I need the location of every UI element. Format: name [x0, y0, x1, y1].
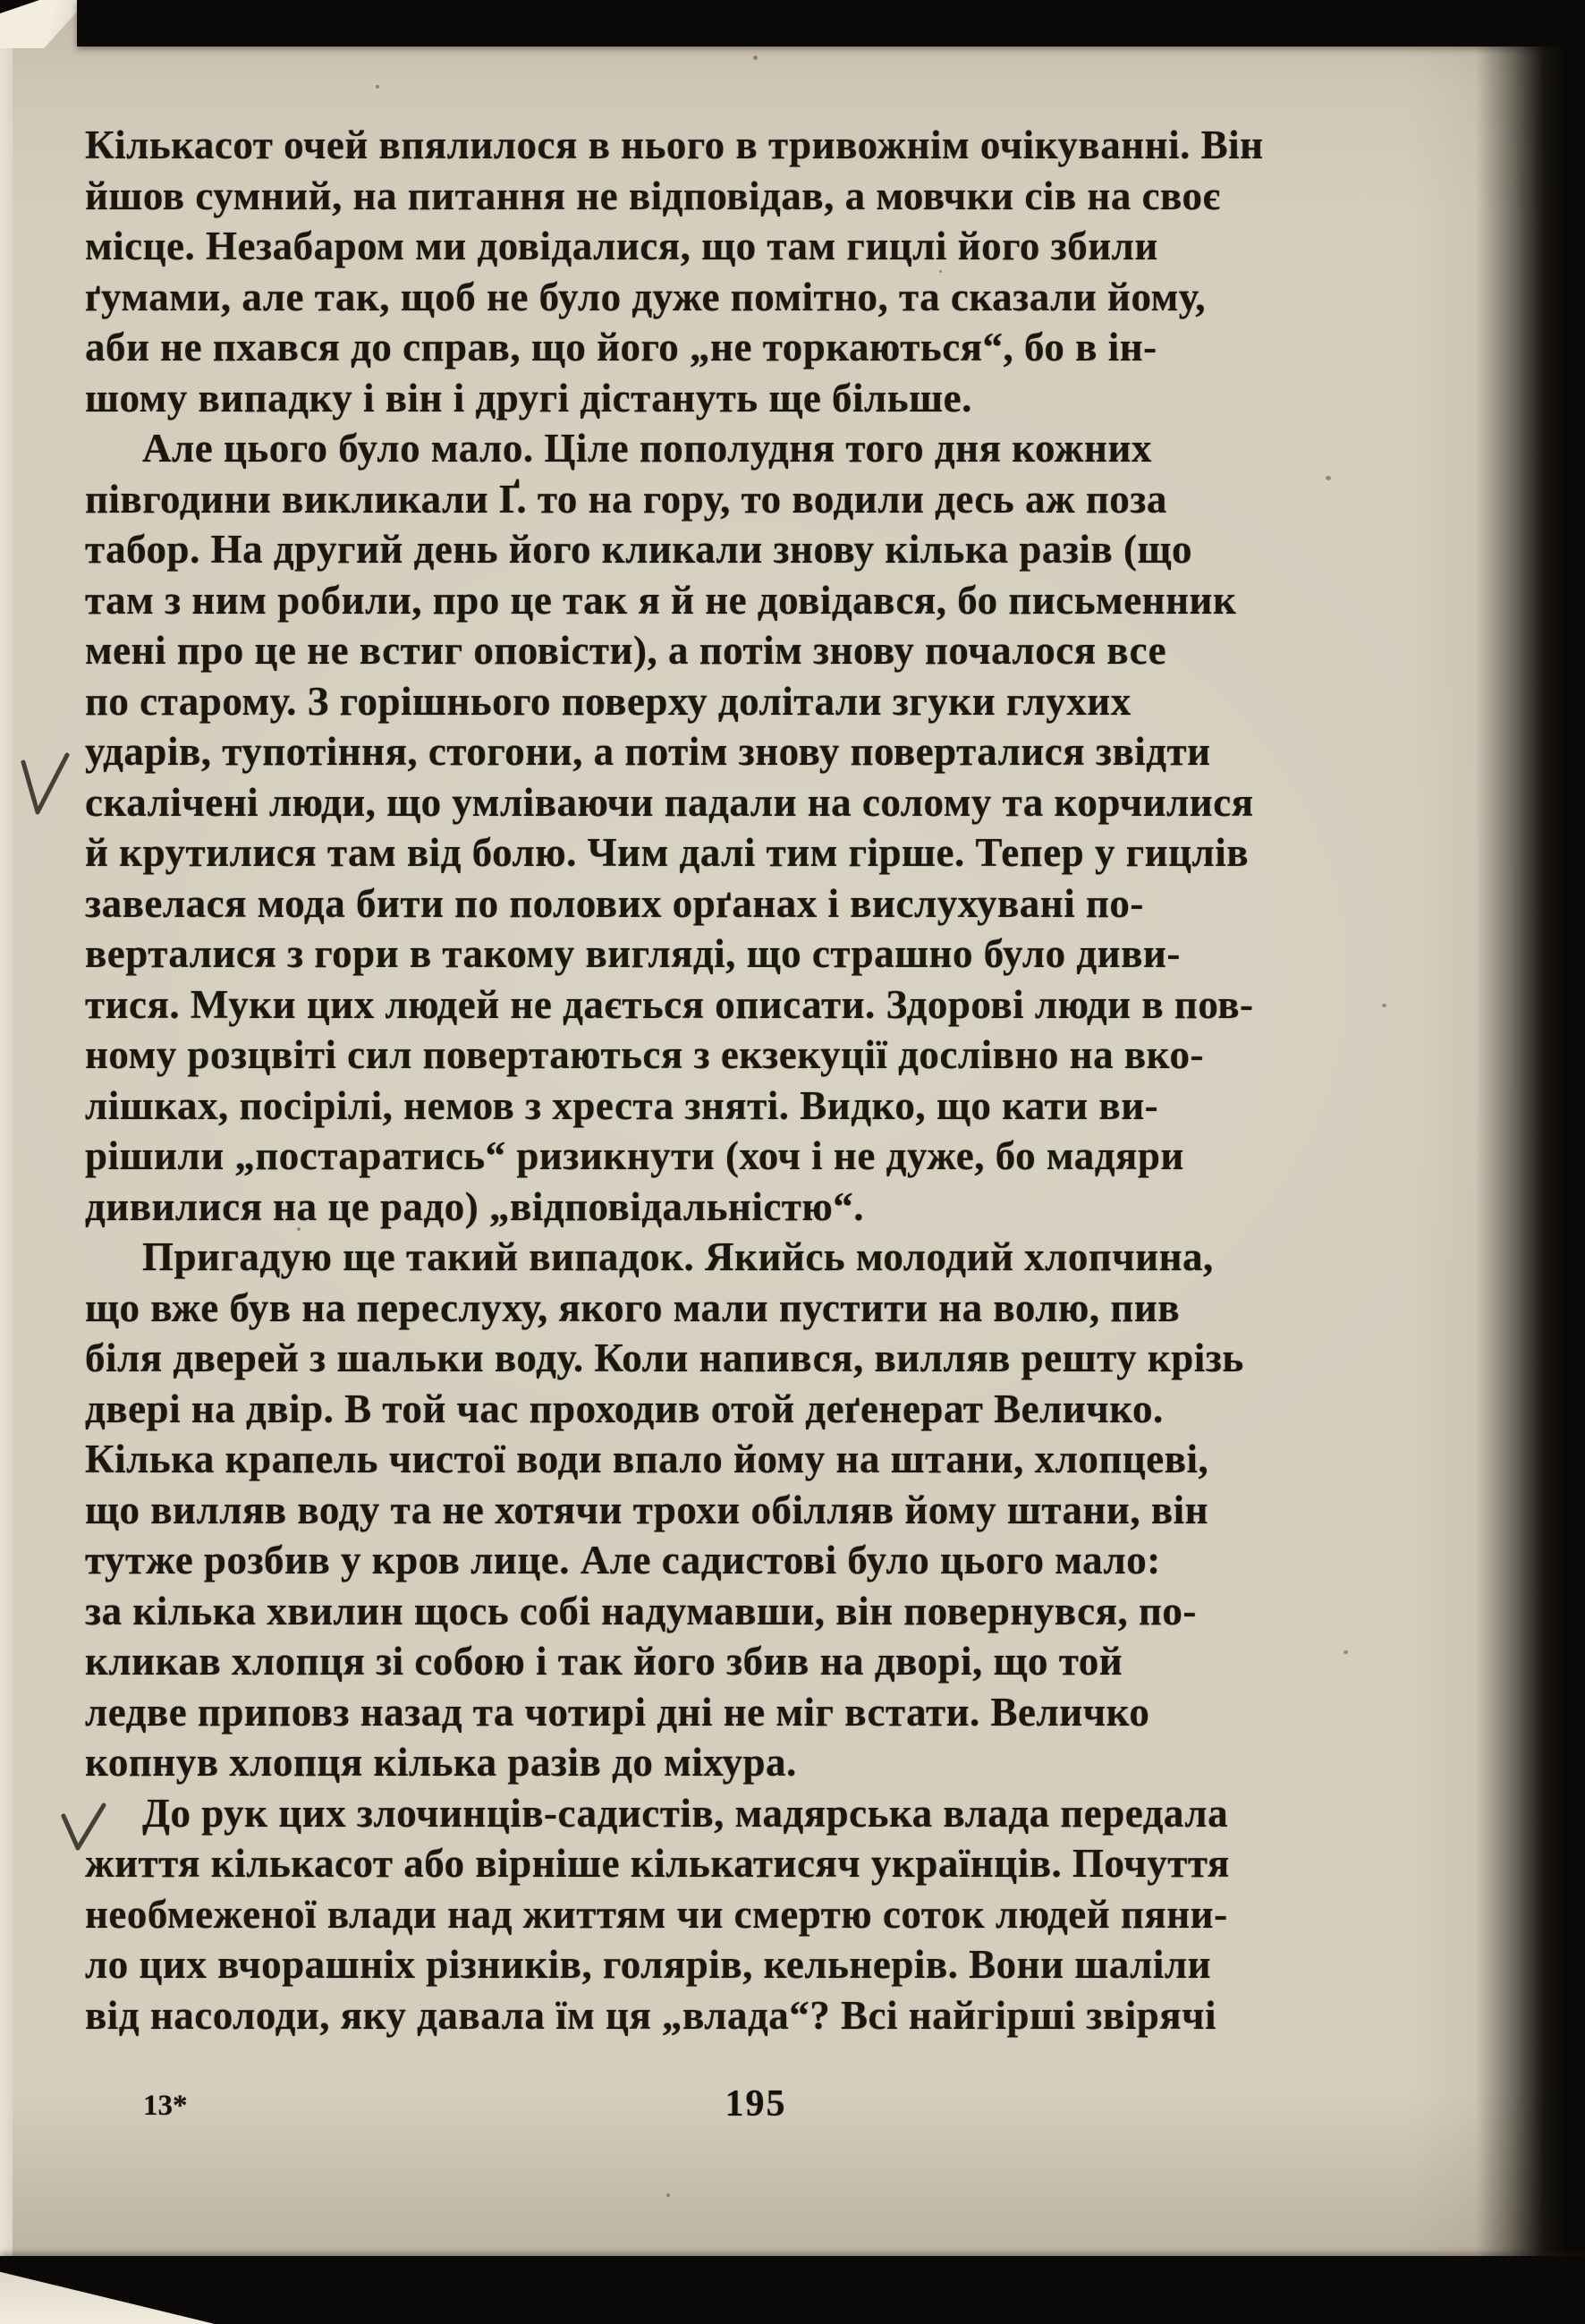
- scan-border-top: [77, 0, 1585, 47]
- page-number: 195: [725, 2083, 787, 2125]
- text-line: кликав хлопця зі собою і так його збив на дворі, що той: [85, 1639, 1123, 1684]
- text-line: ло цих вчорашніх різників, голярів, кельнерів. Вони шаліли: [85, 1942, 1212, 1987]
- text-line: й крутилися там від болю. Чим далі тим гірше. Тепер у гицлів: [85, 830, 1250, 875]
- text-line: ґумами, але так, щоб не було дуже помітно, та сказали йому,: [85, 274, 1207, 319]
- text-line: там з ним робили, про це так я й не довідався, бо письменник: [85, 577, 1237, 623]
- dust-speck: [376, 85, 379, 89]
- text-line: місце. Незабаром ми довідалися, що там гицлі його збили: [85, 224, 1158, 268]
- text-line: Пригадую ще такий випадок. Якийсь молодий хлопчина,: [142, 1234, 1214, 1279]
- text-line: Кількасот очей впялилося в нього в тривожнім очікуванні. Він: [85, 123, 1264, 167]
- text-line: Але цього було мало. Ціле пополудня того дня кожних: [142, 426, 1152, 471]
- dust-speck: [753, 55, 758, 60]
- scan-border-right: [1476, 0, 1585, 2324]
- text-line: йшов сумний, на питання не відповідав, а мовчки сів на своє: [85, 173, 1221, 218]
- text-line: шому випадку і він і другі дістануть ще більше.: [85, 375, 972, 420]
- text-line: завелася мода бити по полових орґанах і вислухувані по-: [85, 880, 1144, 926]
- text-line: по старому. З горішнього поверху долітали згуки глухих: [85, 678, 1132, 724]
- text-line: біля дверей з шальки воду. Коли напився, вилляв решту крізь: [85, 1336, 1244, 1380]
- text-line: ледве приповз назад та чотирі дні не міг встати. Величко: [85, 1689, 1150, 1735]
- text-line: півгодини викликали Ґ. то на гору, то водили десь аж поза: [85, 476, 1167, 522]
- text-line: Кілька крапель чистої води впало йому на штани, хлопцеві,: [85, 1437, 1209, 1481]
- text-line: життя кількасот або вірніше кількатисяч українців. Почуття: [85, 1841, 1230, 1886]
- text-line: тися. Муки цих людей не дається описати. Здорові люди в пов-: [85, 981, 1254, 1027]
- printer-signature-mark: 13*: [143, 2090, 188, 2122]
- page-left-edge-highlight: [0, 36, 13, 2261]
- text-line: тутже розбив у кров лице. Але садистові було цього мало:: [85, 1538, 1161, 1582]
- text-line: необмеженої влади над життям чи смертю соток людей пяни-: [85, 1891, 1228, 1937]
- text-line: мені про це не встиг оповісти), а потім знову почалося все: [85, 628, 1167, 673]
- text-line: табор. На другий день його кликали знову кілька разів (що: [85, 527, 1192, 572]
- text-line: ному розцвіті сил повертаються з екзекуції дослівно на вко-: [85, 1032, 1204, 1077]
- text-line: що вже був на переслуху, якого мали пустити на волю, пив: [85, 1285, 1181, 1330]
- text-line: лішках, посірілі, немов з хреста зняті. Видко, що кати ви-: [85, 1082, 1159, 1128]
- text-line: скалічені люди, що умліваючи падали на солому та корчилися: [85, 779, 1254, 825]
- text-line: від насолоди, яку давала їм ця „влада“? Всі найгірші звірячі: [85, 1992, 1216, 2038]
- text-line: дивилися на це радо) „відповідальністю“.: [85, 1183, 865, 1229]
- text-line: рішили „постаратись“ ризикнути (хоч і не дуже, бо мадяри: [85, 1133, 1184, 1178]
- text-line: До рук цих злочинців-садистів, мадярська влада передала: [142, 1790, 1229, 1836]
- scan-border-bottom: [0, 2256, 1585, 2324]
- margin-checkmark-icon: [18, 750, 75, 821]
- text-line: двері на двір. В той час проходив отой деґенерат Величко.: [85, 1386, 1164, 1431]
- text-line: ударів, тупотіння, стогони, а потім знову поверталися звідти: [85, 729, 1211, 774]
- text-line: що вилляв воду та не хотячи трохи обілляв йому штани, він: [85, 1487, 1209, 1532]
- text-line: за кілька хвилин щось собі надумавши, він повернувся, по-: [85, 1588, 1197, 1633]
- text-line: копнув хлопця кілька разів до міхура.: [85, 1740, 797, 1785]
- text-line: верталися з гори в такому вигляді, що страшно було диви-: [85, 931, 1181, 976]
- text-line: аби не пхався до справ, що його „не торкаються“, бо в ін-: [85, 325, 1157, 369]
- dust-speck: [666, 2193, 670, 2197]
- text-block: [85, 120, 1470, 2040]
